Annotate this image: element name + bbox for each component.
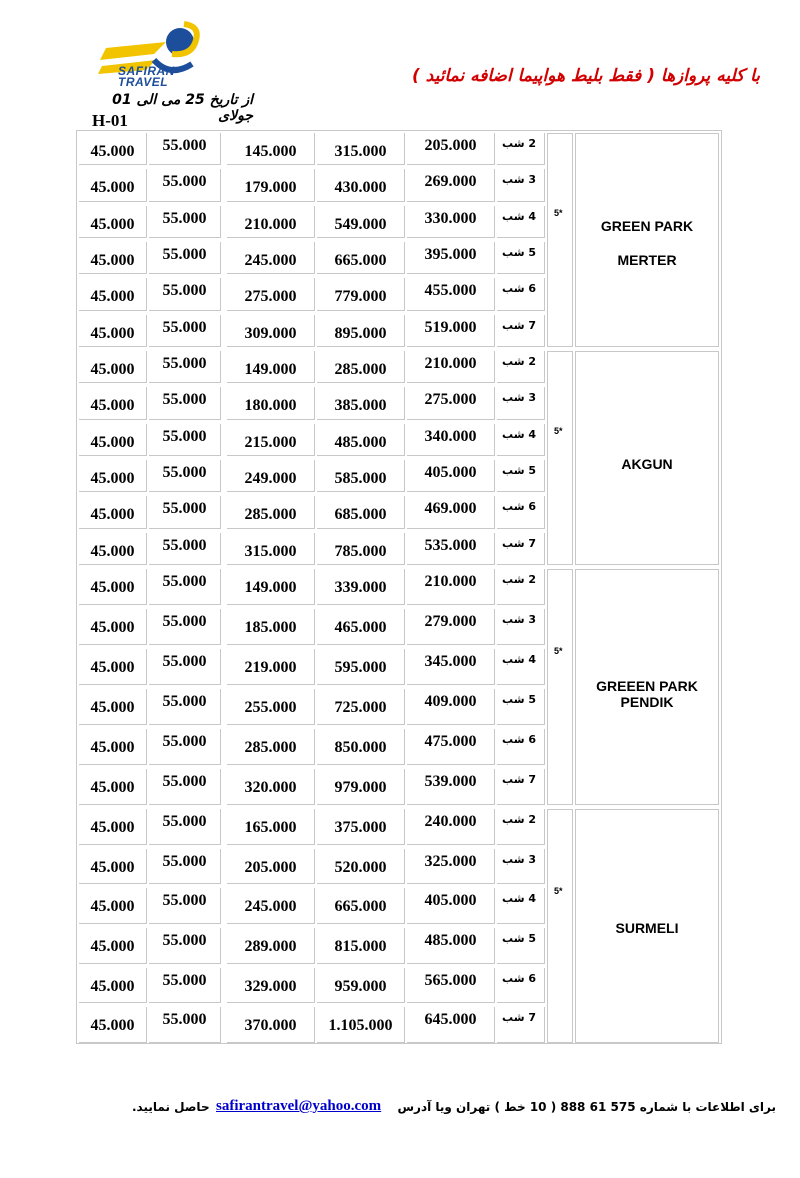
- price-cell: 45.000: [79, 689, 147, 725]
- price-cell: 149.000: [227, 351, 315, 383]
- price-cell: 725.000: [317, 689, 405, 725]
- price-cell: 275.000: [227, 278, 315, 310]
- hotel-name-box: [575, 569, 719, 805]
- price-cell: 320.000: [227, 769, 315, 805]
- price-cell: 55.000: [149, 169, 221, 201]
- nights-label: 6 شب: [502, 971, 536, 985]
- price-cell: 329.000: [227, 968, 315, 1004]
- nights-label: 3 شب: [502, 613, 536, 626]
- star-rating: 5*: [554, 646, 563, 656]
- price-cell: 665.000: [317, 242, 405, 274]
- price-cell: 55.000: [149, 769, 221, 805]
- price-cell: 45.000: [79, 809, 147, 845]
- price-cell: 405.000: [407, 460, 495, 492]
- price-cell: 55.000: [149, 424, 221, 456]
- price-cell: 55.000: [149, 460, 221, 492]
- price-cell: 45.000: [79, 1007, 147, 1043]
- price-cell: 1.105.000: [317, 1007, 405, 1043]
- price-cell: 285.000: [227, 496, 315, 528]
- price-cell: 205.000: [227, 849, 315, 885]
- price-cell: 285.000: [227, 729, 315, 765]
- price-cell: 45.000: [79, 729, 147, 765]
- price-cell: 55.000: [149, 315, 221, 347]
- nights-label: 7 شب: [502, 318, 536, 332]
- price-cell: 55.000: [149, 928, 221, 964]
- price-cell: 485.000: [407, 928, 495, 964]
- nights-label: 4 شب: [502, 209, 536, 223]
- price-cell: 279.000: [407, 609, 495, 645]
- price-cell: 340.000: [407, 424, 495, 456]
- price-cell: 45.000: [79, 278, 147, 310]
- price-cell: 245.000: [227, 888, 315, 924]
- nights-cell: [497, 809, 545, 845]
- logo-text: SAFIRAN TRAVEL: [118, 64, 175, 89]
- price-cell: 55.000: [149, 496, 221, 528]
- price-cell: 55.000: [149, 888, 221, 924]
- price-cell: 55.000: [149, 278, 221, 310]
- price-cell: 565.000: [407, 968, 495, 1004]
- price-cell: 455.000: [407, 278, 495, 310]
- price-cell: 45.000: [79, 928, 147, 964]
- price-cell: 145.000: [227, 133, 315, 165]
- price-cell: 179.000: [227, 169, 315, 201]
- price-cell: 45.000: [79, 351, 147, 383]
- star-rating: 5*: [554, 886, 563, 896]
- hotel-name-line1: AKGUN: [621, 456, 673, 472]
- price-cell: 55.000: [149, 206, 221, 238]
- nights-label: 7 شب: [502, 1011, 536, 1025]
- price-cell: 205.000: [407, 133, 495, 165]
- price-cell: 485.000: [317, 424, 405, 456]
- contact-suffix: حاصل نمایید.: [132, 1100, 210, 1114]
- nights-cell: [497, 849, 545, 885]
- contact-text: برای اطلاعات با شماره 575 61 888 ( 10 خط ) تهران ویا آدرس: [397, 1100, 776, 1114]
- nights-cell: [497, 460, 545, 492]
- price-cell: 959.000: [317, 968, 405, 1004]
- price-cell: 55.000: [149, 569, 221, 605]
- price-cell: 55.000: [149, 351, 221, 383]
- nights-cell: [497, 206, 545, 238]
- price-cell: 275.000: [407, 387, 495, 419]
- price-cell: 55.000: [149, 533, 221, 565]
- price-cell: 520.000: [317, 849, 405, 885]
- nights-cell: [497, 928, 545, 964]
- price-cell: 850.000: [317, 729, 405, 765]
- price-cell: 219.000: [227, 649, 315, 685]
- price-cell: 585.000: [317, 460, 405, 492]
- nights-cell: [497, 169, 545, 201]
- price-cell: 165.000: [227, 809, 315, 845]
- star-rating: 5*: [554, 208, 563, 218]
- price-cell: 45.000: [79, 533, 147, 565]
- price-cell: 185.000: [227, 609, 315, 645]
- price-cell: 45.000: [79, 169, 147, 201]
- price-cell: 375.000: [317, 809, 405, 845]
- price-cell: 245.000: [227, 242, 315, 274]
- nights-label: 2 شب: [502, 137, 536, 150]
- price-cell: 55.000: [149, 1007, 221, 1043]
- price-cell: 289.000: [227, 928, 315, 964]
- nights-cell: [497, 496, 545, 528]
- price-cell: 45.000: [79, 133, 147, 165]
- price-cell: 210.000: [407, 569, 495, 605]
- price-cell: 45.000: [79, 242, 147, 274]
- price-cell: 549.000: [317, 206, 405, 238]
- nights-label: 5 شب: [502, 693, 536, 706]
- price-cell: 55.000: [149, 387, 221, 419]
- price-cell: 430.000: [317, 169, 405, 201]
- hotel-name-box: [575, 351, 719, 565]
- price-cell: 465.000: [317, 609, 405, 645]
- price-cell: 345.000: [407, 649, 495, 685]
- price-cell: 255.000: [227, 689, 315, 725]
- nights-label: 5 شب: [502, 932, 536, 945]
- price-cell: 309.000: [227, 315, 315, 347]
- hotel-name-line2: MERTER: [617, 252, 677, 268]
- nights-cell: [497, 242, 545, 274]
- price-cell: 45.000: [79, 649, 147, 685]
- price-cell: 409.000: [407, 689, 495, 725]
- hotel-name-line1: SURMELI: [615, 920, 679, 936]
- nights-cell: [497, 133, 545, 165]
- price-cell: 325.000: [407, 849, 495, 885]
- price-cell: 595.000: [317, 649, 405, 685]
- nights-label: 6 شب: [502, 500, 536, 514]
- star-column: [547, 351, 573, 565]
- nights-cell: [497, 769, 545, 805]
- price-cell: 45.000: [79, 496, 147, 528]
- price-cell: 45.000: [79, 460, 147, 492]
- hotel-block: [77, 807, 721, 1045]
- hotel-block: [77, 349, 721, 567]
- price-cell: 469.000: [407, 496, 495, 528]
- nights-cell: [497, 649, 545, 685]
- nights-label: 6 شب: [502, 282, 536, 296]
- price-cell: 149.000: [227, 569, 315, 605]
- star-column: [547, 809, 573, 1043]
- price-cell: 55.000: [149, 689, 221, 725]
- hotel-name-box: [575, 133, 719, 347]
- price-cell: 45.000: [79, 609, 147, 645]
- price-cell: 180.000: [227, 387, 315, 419]
- price-cell: 665.000: [317, 888, 405, 924]
- price-cell: 45.000: [79, 849, 147, 885]
- price-cell: 45.000: [79, 569, 147, 605]
- hotel-name-line2: PENDIK: [620, 694, 674, 710]
- nights-label: 6 شب: [502, 733, 536, 746]
- nights-label: 3 شب: [502, 391, 536, 405]
- nights-cell: [497, 533, 545, 565]
- price-cell: 815.000: [317, 928, 405, 964]
- price-cell: 55.000: [149, 133, 221, 165]
- price-cell: 55.000: [149, 809, 221, 845]
- price-cell: 370.000: [227, 1007, 315, 1043]
- date-range: از تاریخ 25 می الی 01 جولای: [112, 92, 253, 124]
- price-cell: 45.000: [79, 888, 147, 924]
- nights-cell: [497, 689, 545, 725]
- nights-label: 2 شب: [502, 355, 536, 368]
- price-cell: 785.000: [317, 533, 405, 565]
- nights-cell: [497, 888, 545, 924]
- nights-label: 7 شب: [502, 536, 536, 550]
- nights-cell: [497, 315, 545, 347]
- price-cell: 395.000: [407, 242, 495, 274]
- nights-cell: [497, 387, 545, 419]
- hotel-block: [77, 567, 721, 807]
- nights-label: 4 شب: [502, 892, 536, 906]
- price-cell: 249.000: [227, 460, 315, 492]
- nights-label: 3 شب: [502, 852, 536, 866]
- nights-cell: [497, 968, 545, 1004]
- nights-cell: [497, 424, 545, 456]
- nights-label: 4 شب: [502, 427, 536, 441]
- hotel-block: [77, 131, 721, 349]
- price-cell: 330.000: [407, 206, 495, 238]
- price-cell: 210.000: [227, 206, 315, 238]
- nights-label: 3 شب: [502, 173, 536, 187]
- price-cell: 55.000: [149, 729, 221, 765]
- nights-label: 2 شب: [502, 813, 536, 826]
- hotel-name-line1: GREEEN PARK: [596, 678, 698, 694]
- price-cell: 55.000: [149, 968, 221, 1004]
- price-cell: 285.000: [317, 351, 405, 383]
- price-cell: 475.000: [407, 729, 495, 765]
- price-cell: 45.000: [79, 769, 147, 805]
- price-cell: 55.000: [149, 242, 221, 274]
- price-cell: 45.000: [79, 424, 147, 456]
- price-cell: 339.000: [317, 569, 405, 605]
- price-cell: 210.000: [407, 351, 495, 383]
- price-cell: 45.000: [79, 315, 147, 347]
- price-cell: 240.000: [407, 809, 495, 845]
- headline: با کلیه پروازها ( فقط بلیط هواپیما اضافه نمائید ): [411, 66, 760, 86]
- price-cell: 215.000: [227, 424, 315, 456]
- price-cell: 45.000: [79, 387, 147, 419]
- price-cell: 519.000: [407, 315, 495, 347]
- star-column: [547, 569, 573, 805]
- price-cell: 539.000: [407, 769, 495, 805]
- tour-code: H-01: [92, 111, 128, 130]
- price-cell: 779.000: [317, 278, 405, 310]
- price-cell: 55.000: [149, 649, 221, 685]
- price-cell: 895.000: [317, 315, 405, 347]
- nights-cell: [497, 351, 545, 383]
- price-cell: 45.000: [79, 968, 147, 1004]
- nights-cell: [497, 1007, 545, 1043]
- price-cell: 55.000: [149, 849, 221, 885]
- nights-cell: [497, 278, 545, 310]
- hotel-name-box: [575, 809, 719, 1043]
- price-table: [76, 130, 722, 1044]
- price-cell: 405.000: [407, 888, 495, 924]
- price-cell: 645.000: [407, 1007, 495, 1043]
- price-cell: 45.000: [79, 206, 147, 238]
- nights-cell: [497, 569, 545, 605]
- footer: [0, 1098, 800, 1122]
- nights-label: 2 شب: [502, 573, 536, 586]
- price-cell: 269.000: [407, 169, 495, 201]
- star-rating: 5*: [554, 426, 563, 436]
- price-cell: 385.000: [317, 387, 405, 419]
- nights-label: 5 شب: [502, 464, 536, 477]
- hotel-name-line1: GREEN PARK: [600, 218, 694, 234]
- nights-label: 7 شب: [502, 773, 536, 786]
- nights-label: 4 شب: [502, 653, 536, 666]
- price-cell: 979.000: [317, 769, 405, 805]
- nights-label: 5 شب: [502, 246, 536, 259]
- price-cell: 535.000: [407, 533, 495, 565]
- nights-cell: [497, 609, 545, 645]
- star-column: [547, 133, 573, 347]
- email-link[interactable]: safirantravel@yahoo.com: [216, 1098, 382, 1114]
- price-cell: 315.000: [227, 533, 315, 565]
- price-cell: 685.000: [317, 496, 405, 528]
- price-cell: 315.000: [317, 133, 405, 165]
- nights-cell: [497, 729, 545, 765]
- price-cell: 55.000: [149, 609, 221, 645]
